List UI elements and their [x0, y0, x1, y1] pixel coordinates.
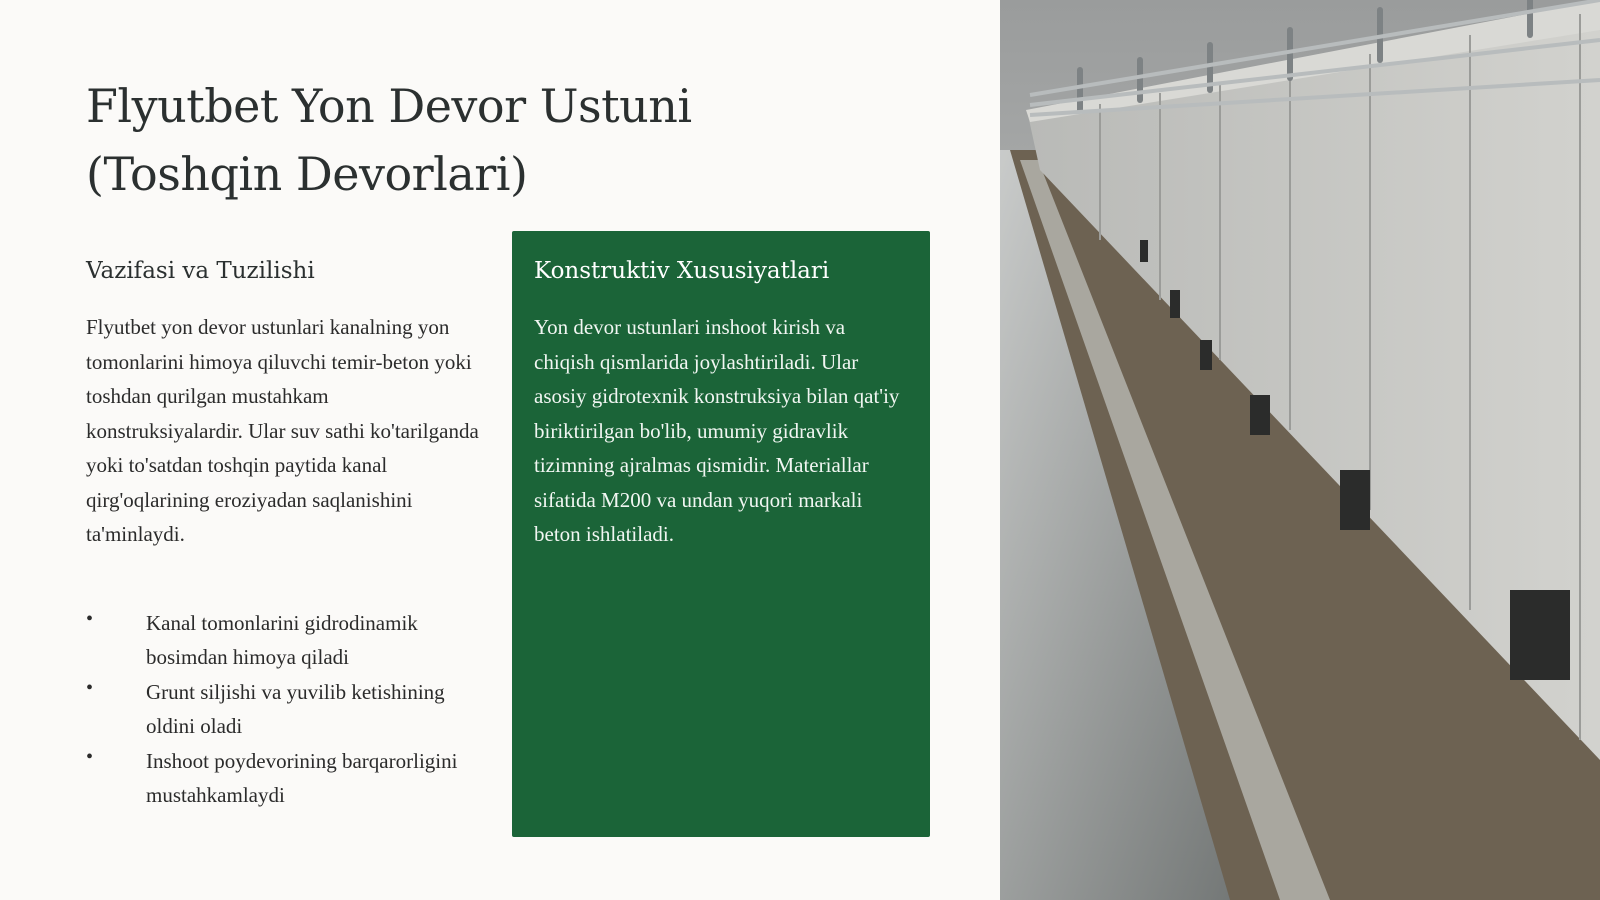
bullet-text: Kanal tomonlarini gidrodinamik bosimdan himoya qiladi — [146, 610, 418, 669]
flood-wall-photo-illustration — [1000, 0, 1600, 900]
bullet-list — [86, 606, 481, 813]
function-paragraph: Flyutbet yon devor ustunlari kanalning yon tomonlarini himoya qiluvchi temir-beton yoki toshdan qurilgan mustahkam konstruksiyalardir. Ular suv sathi ko'tarilganda yoki to'satdan toshqin paytida kanal qirg'oqlarining eroziyadan saqlanishini ta'minlaydi. — [86, 315, 479, 546]
card-paragraph: Yon devor ustunlari inshoot kirish va chiqish qismlarida joylashtiriladi. Ular asosiy gidrotexnik konstruksiya bilan qat'iy biriktirilgan bo'lib, umumiy gidravlik tizimning ajralmas qismidir. Materiallar sifatida M200 va undan yuqori markali beton ishlatiladi. — [534, 315, 900, 546]
features-card — [512, 231, 930, 837]
title-line-1: Flyutbet Yon Devor Ustuni — [86, 79, 692, 133]
section-heading-function: Vazifasi va Tuzilishi — [86, 258, 315, 284]
list-item — [86, 744, 481, 813]
photo-image — [1000, 0, 1600, 900]
bullet-dot-icon: • — [86, 745, 94, 768]
title-line-2: (Toshqin Devorlari) — [86, 147, 528, 201]
card-heading: Konstruktiv Xususiyatlari — [534, 258, 830, 284]
left-column — [86, 250, 481, 813]
page-title — [86, 72, 946, 208]
bullet-text: Inshoot poydevorining barqarorligini mustahkamlaydi — [146, 748, 458, 807]
list-item — [86, 675, 481, 744]
bullet-dot-icon: • — [86, 607, 94, 630]
bullet-dot-icon: • — [86, 676, 94, 699]
bullet-text: Grunt siljishi va yuvilib ketishining oldini oladi — [146, 679, 445, 738]
list-item — [86, 606, 481, 675]
